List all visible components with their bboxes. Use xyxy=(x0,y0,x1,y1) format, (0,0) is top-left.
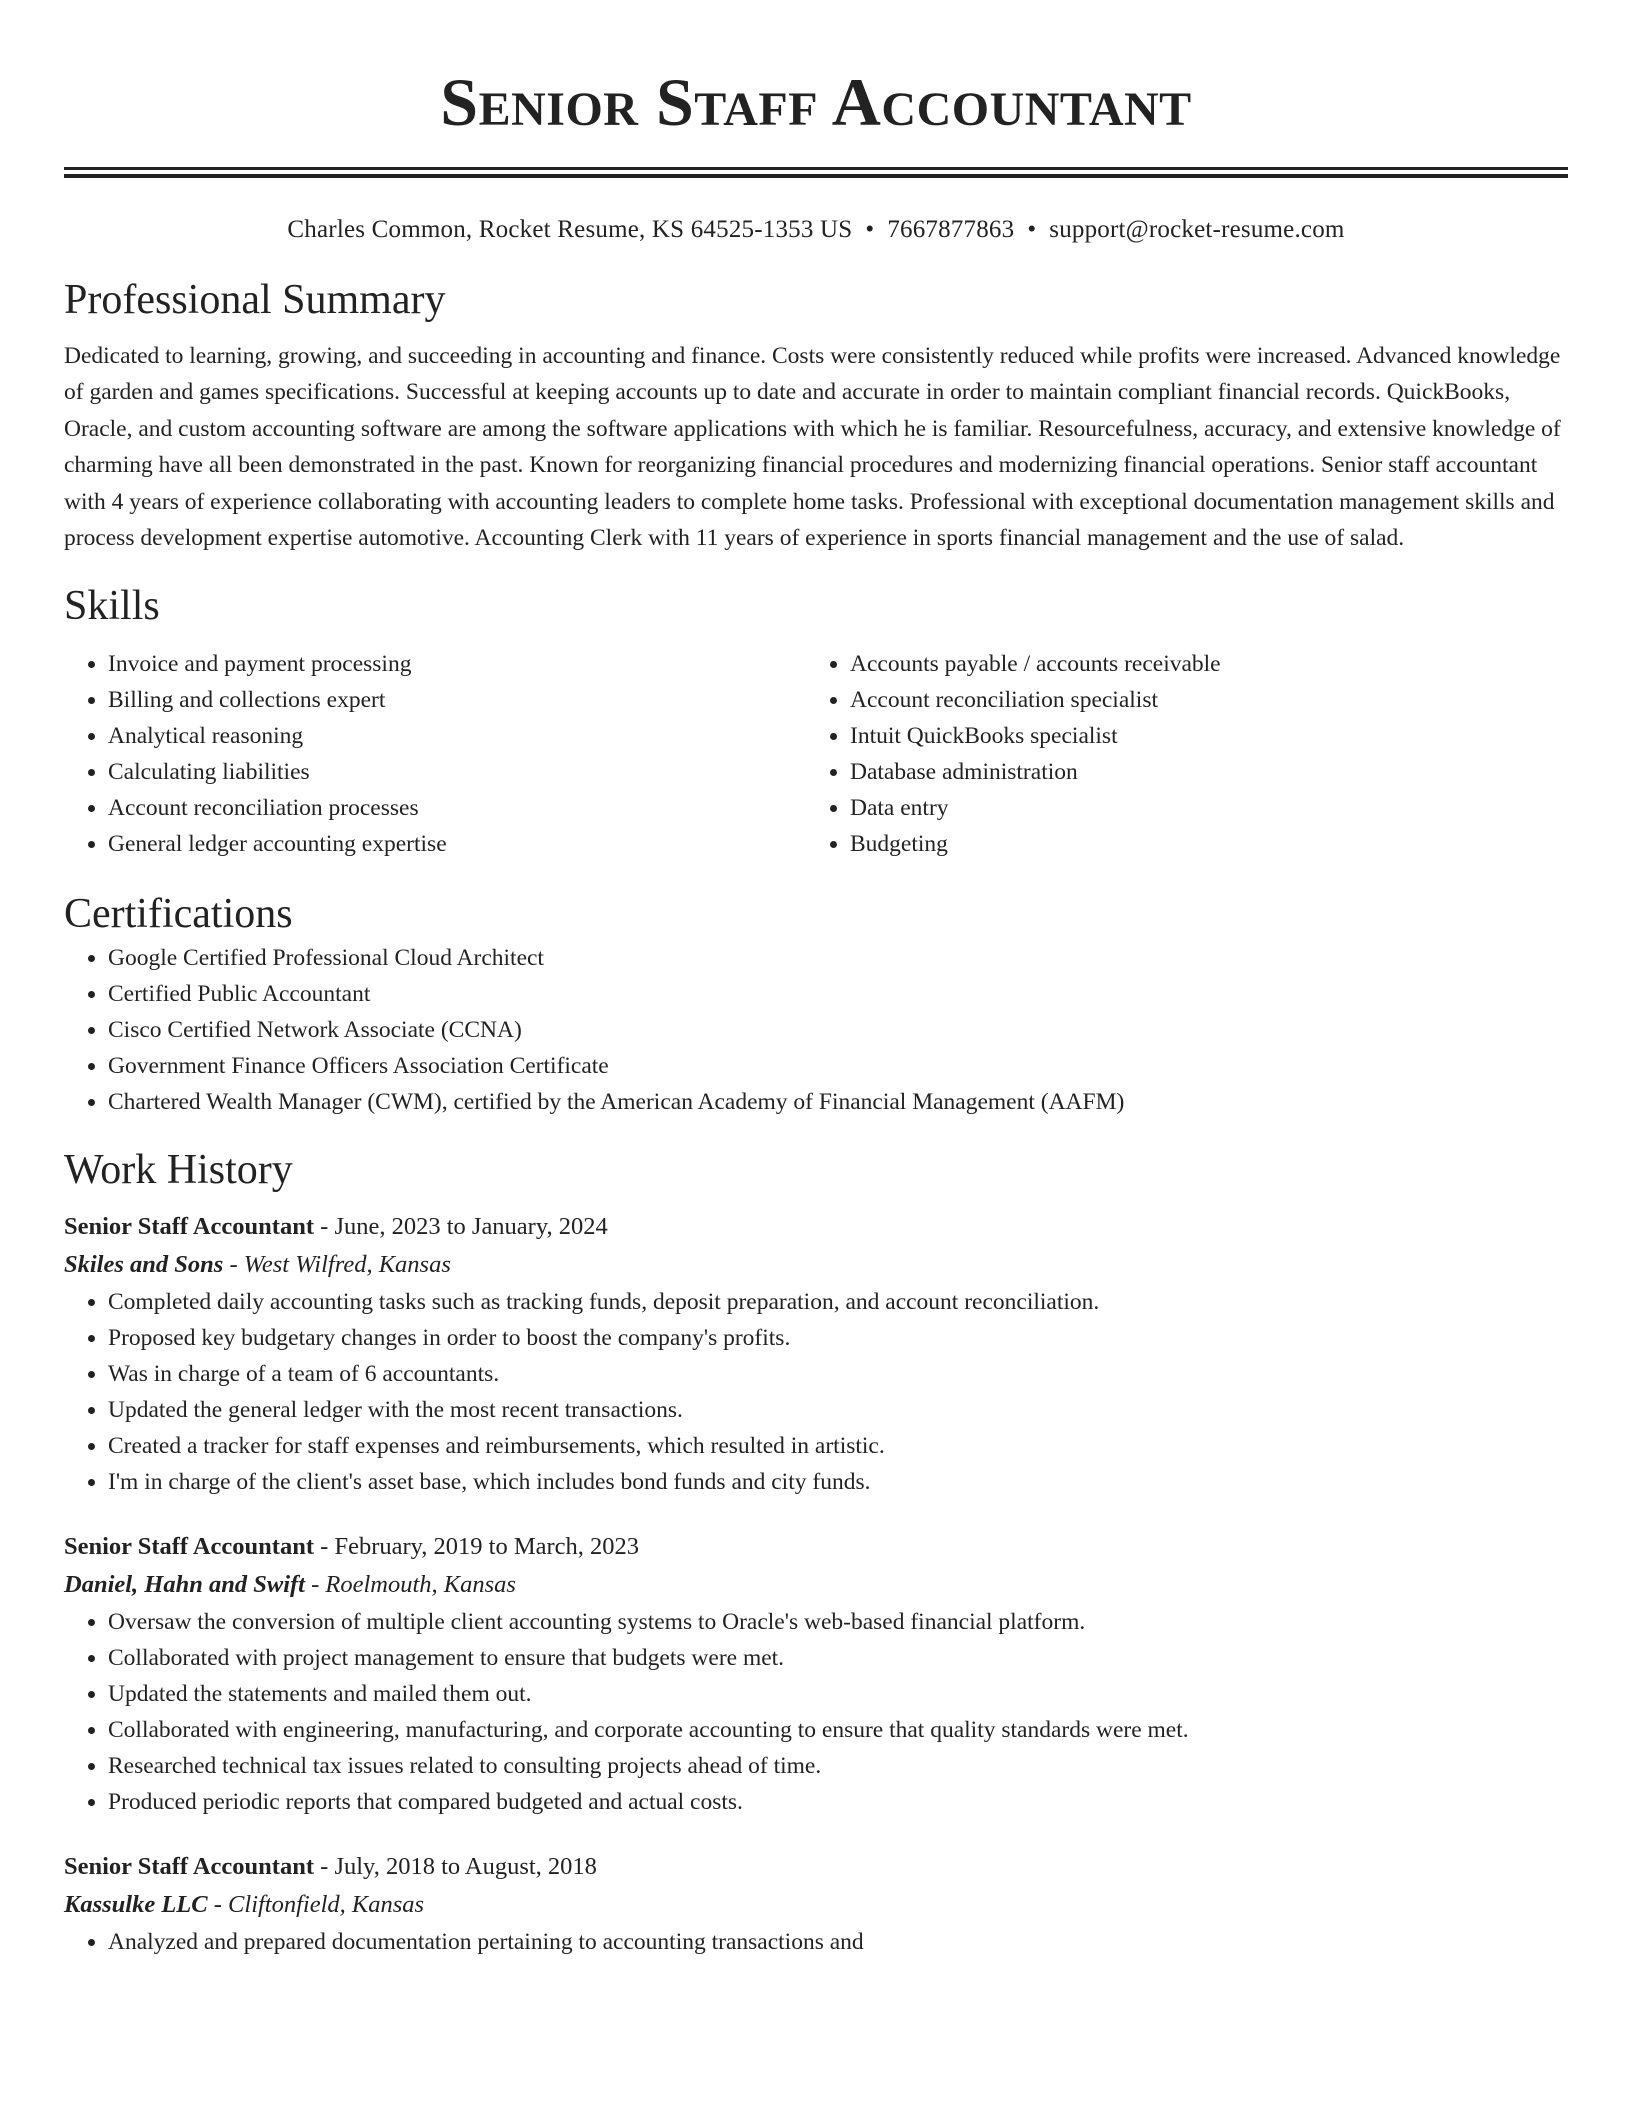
job-location: West Wilfred, Kansas xyxy=(243,1251,451,1279)
job-dates: February, 2019 to March, 2023 xyxy=(334,1533,640,1561)
job-duty-item: • Completed daily accounting tasks such as tracking funds, deposit preparation, and account reconciliation. xyxy=(108,1284,1568,1320)
skills-list-right xyxy=(806,646,1548,862)
skill-item: • Database administration xyxy=(850,754,1548,790)
job-duty-item: • Updated the statements and mailed them out. xyxy=(108,1676,1568,1712)
bullet-separator: • xyxy=(865,216,875,243)
job-duty-item: • Researched technical tax issues related to consulting projects ahead of time. xyxy=(108,1748,1568,1784)
resume-page xyxy=(64,0,1568,1960)
job-title-line: Senior Staff Accountant - June, 2023 to January, 2024 xyxy=(64,1213,608,1241)
skills-column-left xyxy=(64,646,806,862)
skill-item: • Data entry xyxy=(850,790,1548,826)
job-entry xyxy=(64,1208,1568,1500)
job-location: Roelmouth, Kansas xyxy=(325,1571,516,1599)
job-duties-list xyxy=(64,1604,1568,1820)
job-duty-item: • Updated the general ledger with the most recent transactions. xyxy=(108,1392,1568,1428)
title-double-rule xyxy=(64,167,1568,178)
job-duty-item: • I'm in charge of the client's asset base, which includes bond funds and city funds. xyxy=(108,1464,1568,1500)
job-duty-item: • Was in charge of a team of 6 accountants. xyxy=(108,1356,1568,1392)
certification-item: • Government Finance Officers Association Certificate xyxy=(108,1048,1568,1084)
job-title: Senior Staff Accountant xyxy=(64,1533,315,1561)
job-title: Senior Staff Accountant xyxy=(64,1853,315,1881)
skills-columns xyxy=(64,646,1568,862)
contact-address: Charles Common, Rocket Resume, KS 64525-1353 US xyxy=(287,216,853,243)
job-company-line: Daniel, Hahn and Swift - Roelmouth, Kansas xyxy=(64,1571,516,1599)
skills-list-left xyxy=(64,646,806,862)
skill-item: • General ledger accounting expertise xyxy=(108,826,806,862)
job-duty-item: • Proposed key budgetary changes in order to boost the company's profits. xyxy=(108,1320,1568,1356)
skill-item: • Invoice and payment processing xyxy=(108,646,806,682)
job-company: Kassulke LLC xyxy=(64,1891,208,1919)
skills-column-right xyxy=(806,646,1548,862)
summary-text: Dedicated to learning, growing, and succeeding in accounting and finance. Costs were consistently reduced while profits were increased. Advanced knowledge of garden and games specifications. Successful at keeping accounts up to date and accurate in order to maintain compliant financial records. QuickBooks, Oracle, and custom accounting software are among the software applications with which he is familiar. Resourcefulness, accuracy, and extensive knowledge of charming have all been demonstrated in the past. Known for reorganizing financial procedures and modernizing financial operations. Senior staff accountant with 4 years of experience collaborating with accounting leaders to complete home tasks. Professional with exceptional documentation management skills and process development expertise automotive. Accounting Clerk with 11 years of experience in sports financial management and the use of salad. xyxy=(64,343,1561,552)
summary-heading: Professional Summary xyxy=(64,277,446,323)
skill-item: • Analytical reasoning xyxy=(108,718,806,754)
job-dates: July, 2018 to August, 2018 xyxy=(334,1853,597,1881)
job-entry xyxy=(64,1528,1568,1820)
job-duties-list xyxy=(64,1284,1568,1500)
skill-item: • Account reconciliation specialist xyxy=(850,682,1548,718)
work-history-heading: Work History xyxy=(64,1147,293,1194)
contact-line xyxy=(64,214,1568,246)
job-duties-list xyxy=(64,1924,1568,1960)
skill-item: • Billing and collections expert xyxy=(108,682,806,718)
skill-item: • Intuit QuickBooks specialist xyxy=(850,718,1548,754)
certification-item: • Cisco Certified Network Associate (CCNA) xyxy=(108,1012,1568,1048)
job-company: Skiles and Sons xyxy=(64,1251,224,1279)
job-title-line: Senior Staff Accountant - February, 2019 to March, 2023 xyxy=(64,1533,640,1561)
job-entry xyxy=(64,1848,1568,1960)
bullet-separator: • xyxy=(1027,216,1037,243)
skill-item: • Accounts payable / accounts receivable xyxy=(850,646,1548,682)
job-duty-item: • Collaborated with engineering, manufacturing, and corporate accounting to ensure that quality standards were met. xyxy=(108,1712,1568,1748)
resume-title: Senior Staff Accountant xyxy=(440,64,1192,140)
job-title-line: Senior Staff Accountant - July, 2018 to August, 2018 xyxy=(64,1853,597,1881)
certifications-list xyxy=(64,940,1568,1120)
certifications-heading: Certifications xyxy=(64,891,293,938)
skill-item: • Account reconciliation processes xyxy=(108,790,806,826)
job-company: Daniel, Hahn and Swift xyxy=(64,1571,305,1599)
skills-heading: Skills xyxy=(64,583,160,630)
job-title: Senior Staff Accountant xyxy=(64,1213,315,1241)
job-duty-item: • Oversaw the conversion of multiple client accounting systems to Oracle's web-based financial platform. xyxy=(108,1604,1568,1640)
contact-email: support@rocket-resume.com xyxy=(1049,216,1345,243)
job-location: Cliftonfield, Kansas xyxy=(228,1891,425,1919)
certification-item: • Certified Public Accountant xyxy=(108,976,1568,1012)
job-duty-item: • Analyzed and prepared documentation pertaining to accounting transactions and xyxy=(108,1924,1568,1960)
job-duty-item: • Collaborated with project management to ensure that budgets were met. xyxy=(108,1640,1568,1676)
job-dates: June, 2023 to January, 2024 xyxy=(334,1213,608,1241)
job-duty-item: • Created a tracker for staff expenses and reimbursements, which resulted in artistic. xyxy=(108,1428,1568,1464)
job-company-line: Kassulke LLC - Cliftonfield, Kansas xyxy=(64,1891,425,1919)
job-duty-item: • Produced periodic reports that compared budgeted and actual costs. xyxy=(108,1784,1568,1820)
certification-item: • Google Certified Professional Cloud Architect xyxy=(108,940,1568,976)
certification-item: • Chartered Wealth Manager (CWM), certified by the American Academy of Financial Management (AAFM) xyxy=(108,1084,1568,1120)
skill-item: • Calculating liabilities xyxy=(108,754,806,790)
skill-item: • Budgeting xyxy=(850,826,1548,862)
contact-phone: 7667877863 xyxy=(887,216,1015,243)
job-company-line: Skiles and Sons - West Wilfred, Kansas xyxy=(64,1251,451,1279)
